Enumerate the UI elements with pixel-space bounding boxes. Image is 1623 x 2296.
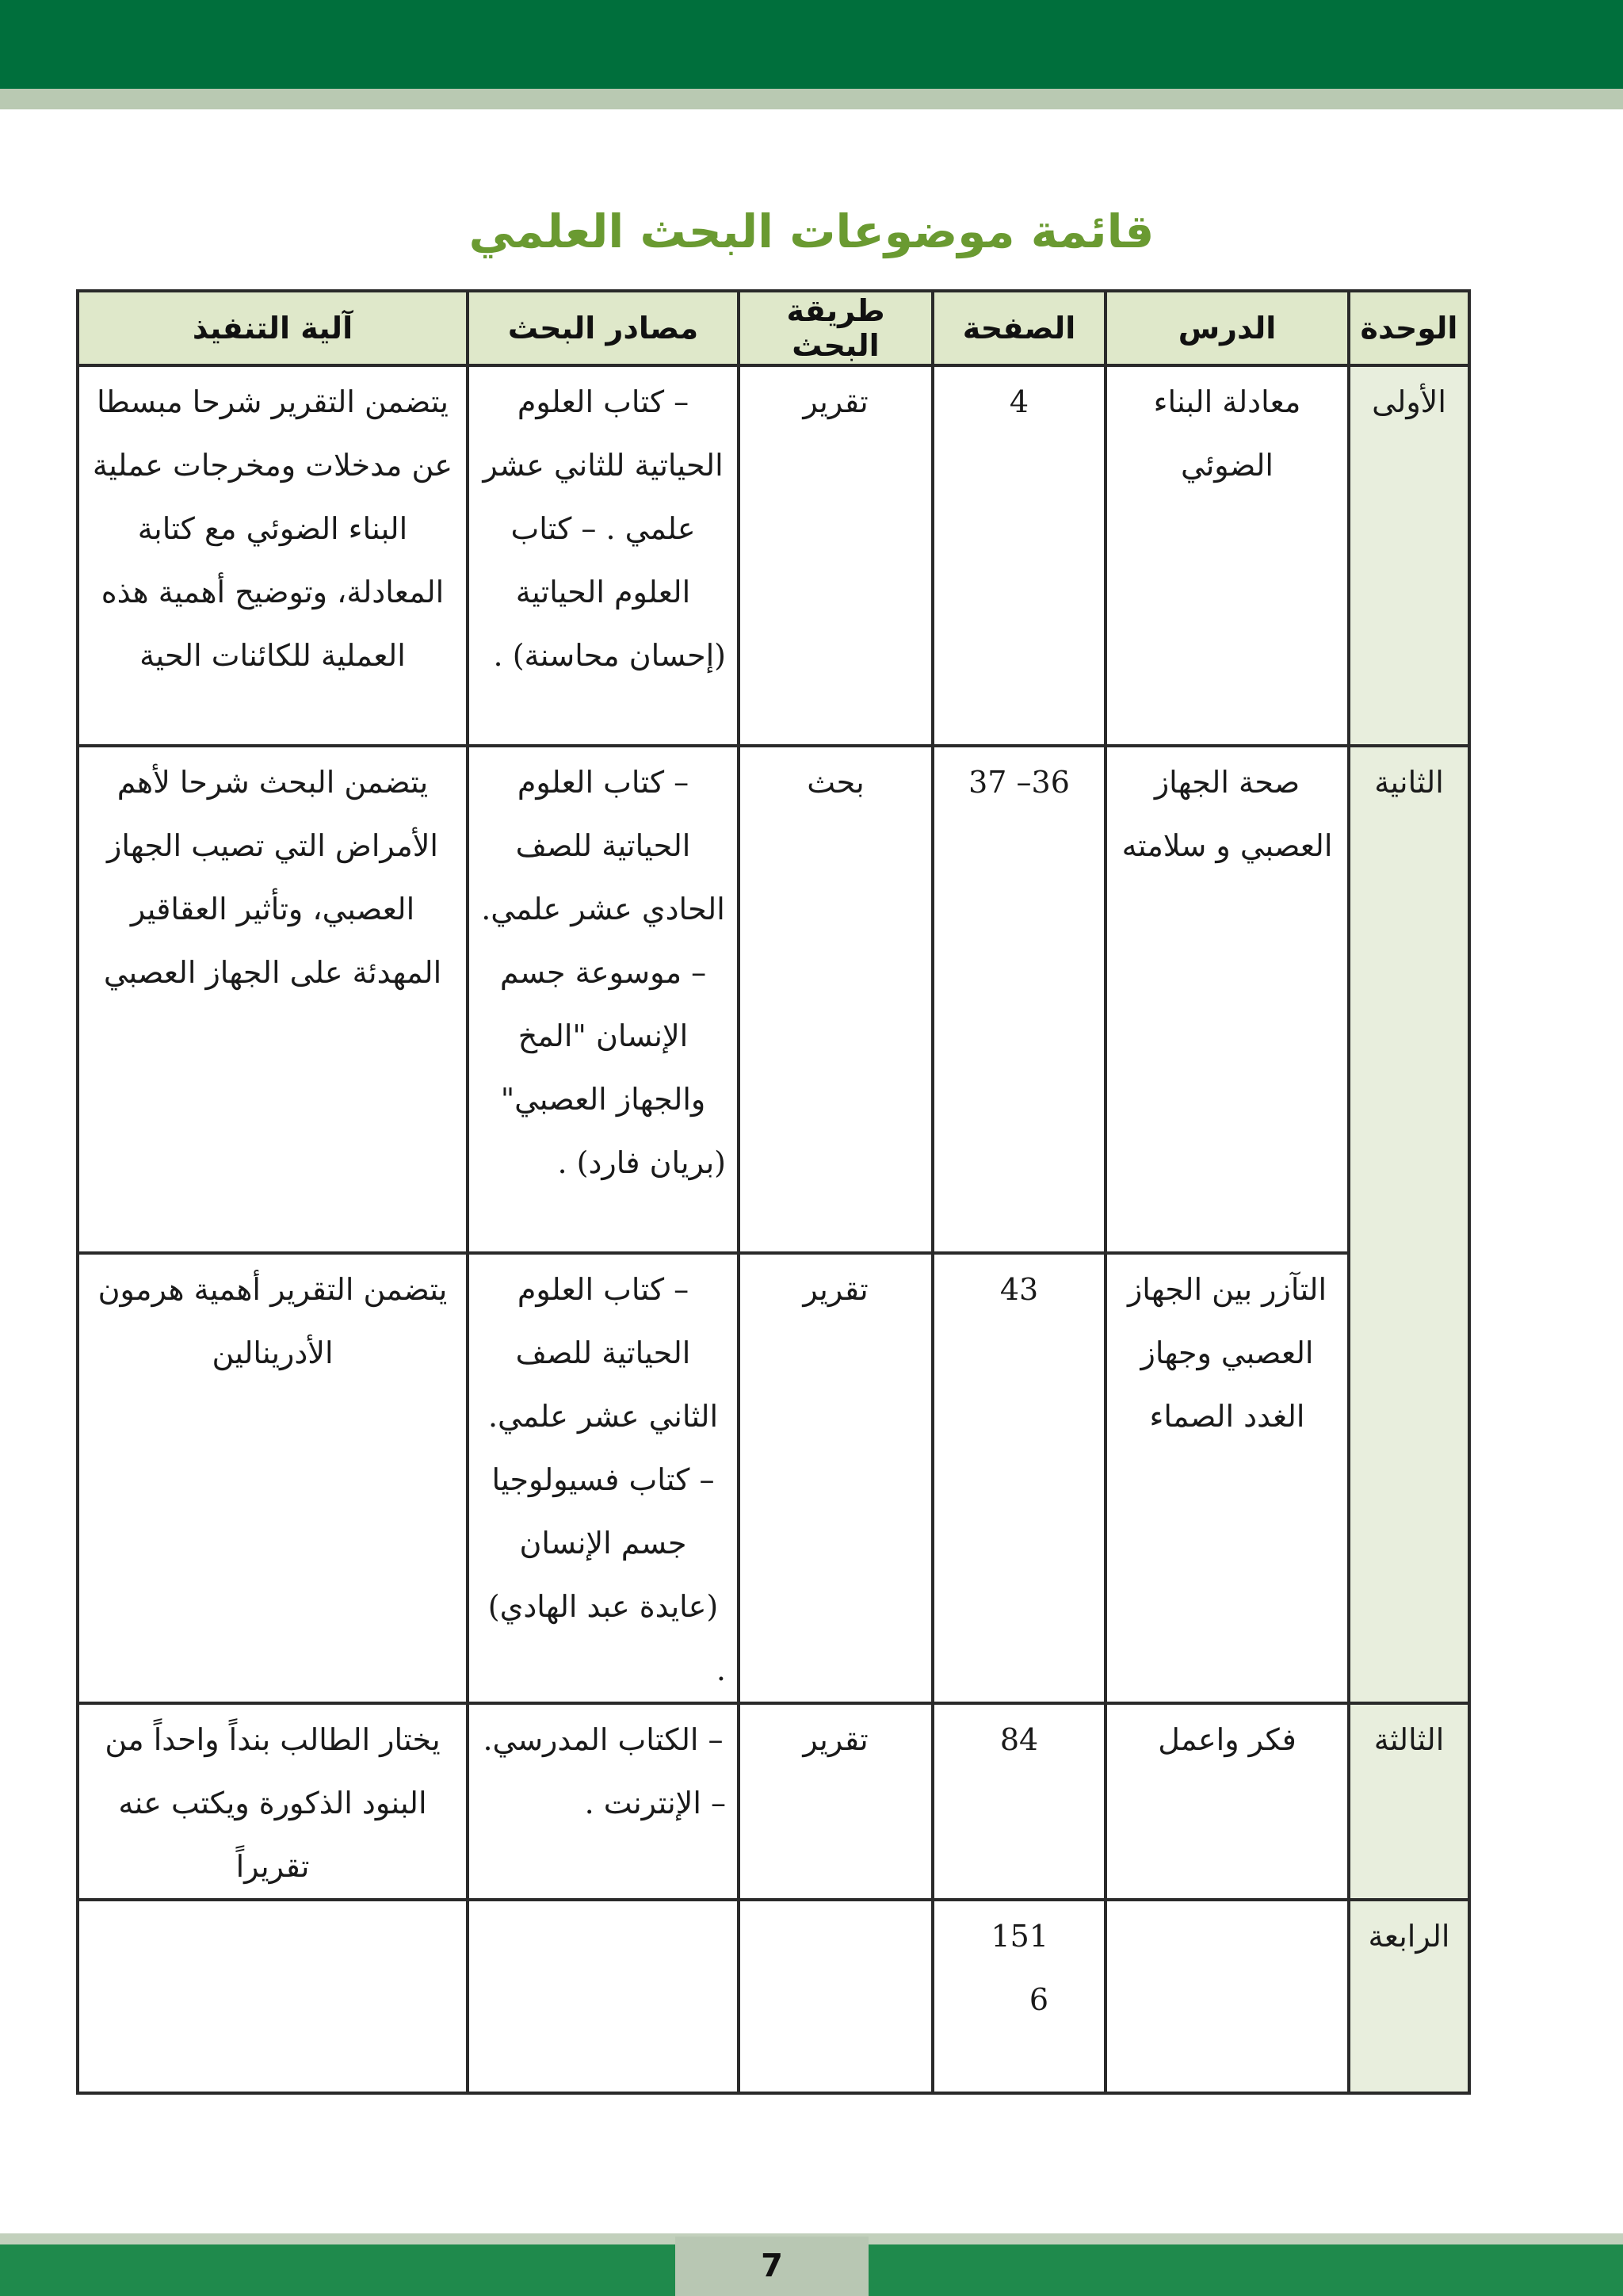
cell-mechanism: يتضمن التقرير شرحا مبسطا عن مدخلات ومخرجات عملية البناء الضوئي مع كتابة المعادلة، وتوضيح أهمية هذه العملية للكائنات الحية [78,365,468,746]
cell-lesson [1106,1900,1349,2093]
table-row [78,365,1469,746]
header-stripe [0,89,1623,109]
cell-mechanism: يتضمن البحث شرحا لأهم الأمراض التي تصيب الجهاز العصبي، وتأثير العقاقير المهدئة على الجهاز العصبي [78,746,468,1253]
cell-mechanism [78,1900,468,2093]
cell-unit: الأولى [1349,365,1469,746]
cell-page: 43 [933,1253,1106,1703]
header-page: الصفحة [933,291,1106,365]
cell-method: بحث [739,746,933,1253]
cell-lesson: صحة الجهاز العصبي و سلامته [1106,746,1349,1253]
cell-unit: الثانية [1349,746,1469,1703]
header-band [0,0,1623,89]
cell-unit: الثالثة [1349,1703,1469,1900]
cell-page: 4 [933,365,1106,746]
cell-page: 36– 37 [933,746,1106,1253]
table-row [78,1703,1469,1900]
header-sources: مصادر البحث [468,291,739,365]
cell-lesson: التآزر بين الجهاز العصبي وجهاز الغدد الصماء [1106,1253,1349,1703]
cell-lesson: فكر واعمل [1106,1703,1349,1900]
cell-mechanism: يتضمن التقرير أهمية هرمون الأدرينالين [78,1253,468,1703]
header-method: طريقة البحث [739,291,933,365]
cell-unit: الرابعة [1349,1900,1469,2093]
cell-mechanism: يختار الطالب بنداً واحداً من البنود الذكورة ويكتب عنه تقريراً [78,1703,468,1900]
cell-sources: – الكتاب المدرسي. – الإنترنت . [468,1703,739,1900]
cell-lesson: معادلة البناء الضوئي [1106,365,1349,746]
table-header-row [78,291,1469,365]
cell-method: تقرير [739,365,933,746]
table-row [78,746,1469,1253]
page-number: 7 [675,2237,869,2296]
cell-method: تقرير [739,1253,933,1703]
cell-method: تقرير [739,1703,933,1900]
table-row [78,1900,1469,2093]
cell-page: 84 [933,1703,1106,1900]
header-mechanism: آلية التنفيذ [78,291,468,365]
header-unit: الوحدة [1349,291,1469,365]
cell-sources: – كتاب العلوم الحياتية للثاني عشر علمي . – كتاب العلوم الحياتية (إحسان محاسنة) . [468,365,739,746]
header-lesson: الدرس [1106,291,1349,365]
table-row [78,1253,1469,1703]
research-topics-table [76,289,1471,2095]
cell-sources: – كتاب العلوم الحياتية للصف الثاني عشر علمي. – كتاب فسيولوجيا جسم الإنسان (عايدة عبد الهادي) . [468,1253,739,1703]
page-title: قائمة موضوعات البحث العلمي [468,204,1155,258]
cell-sources [468,1900,739,2093]
cell-sources: – كتاب العلوم الحياتية للصف الحادي عشر علمي. – موسوعة جسم الإنسان "المخ والجهاز العصبي" (بريان فارد) . [468,746,739,1253]
cell-method [739,1900,933,2093]
cell-page: 151 6 [933,1900,1106,2093]
